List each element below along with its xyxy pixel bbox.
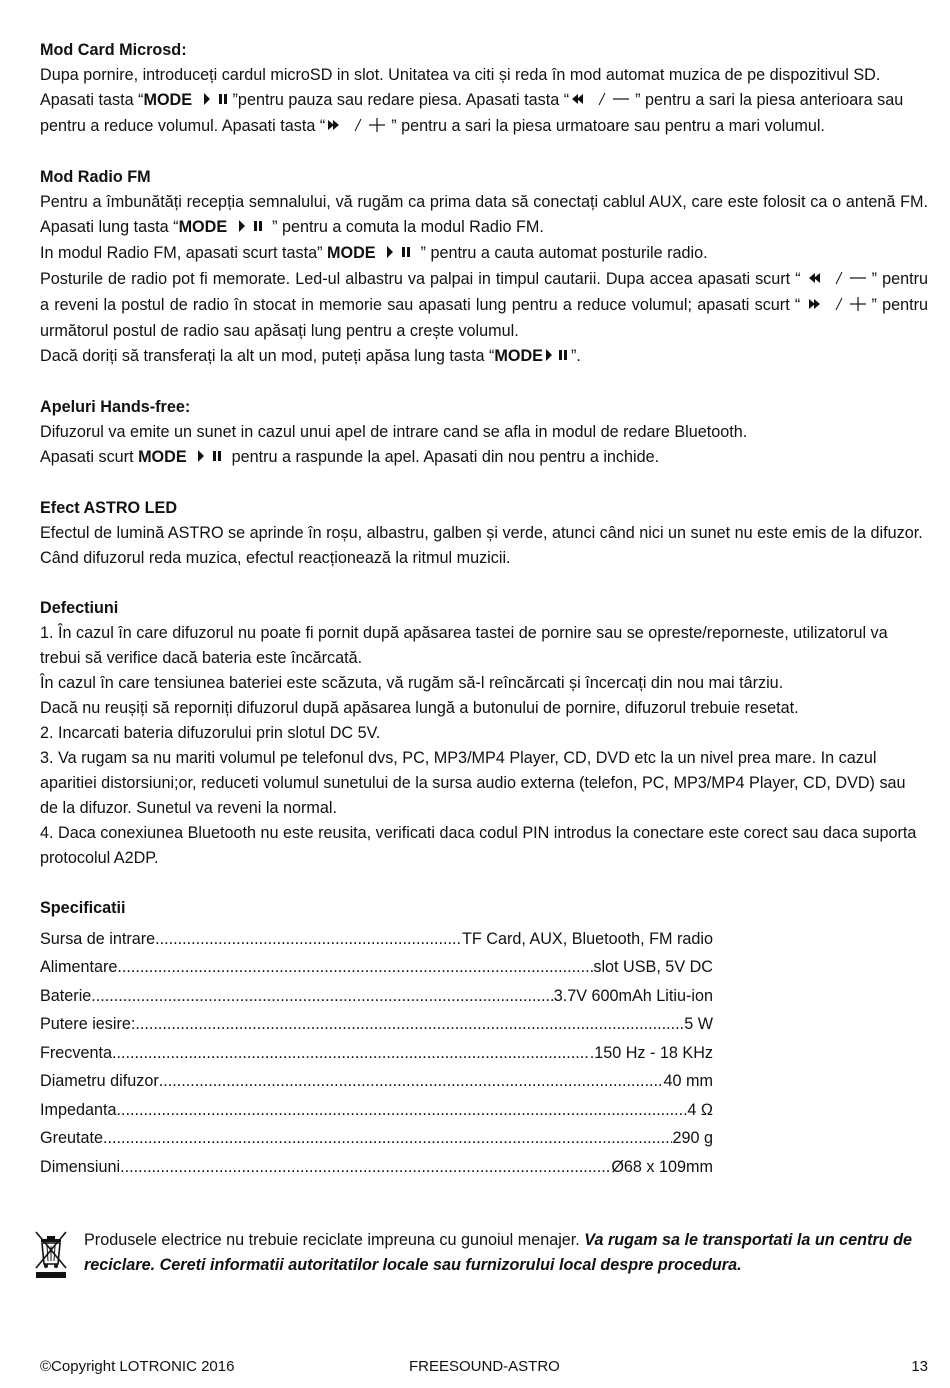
paragraph: Dacă doriți să transferați la alt un mod, puteți apăsa lung tasta “MODE ”. (40, 344, 928, 370)
list-item: 1. În cazul în care difuzorul nu poate fi pornit după apăsarea tastei de pornire sau se opreste/reporneste, utilizatorul va trebui să verifice dacă bateria este încărcată. (40, 624, 888, 667)
list-item: 2. Incarcati bateria difuzorului prin slotul DC 5V. (40, 724, 381, 742)
section-title: Mod Radio FM (40, 168, 151, 186)
dot-leader (91, 985, 553, 1007)
dot-leader (155, 928, 462, 950)
play-pause-icon (232, 216, 268, 241)
section-handsfree (40, 395, 928, 471)
spec-row (40, 1035, 713, 1064)
spec-label: Impedanta (40, 1100, 117, 1119)
footer-copyright: ©Copyright LOTRONIC 2016 (40, 1358, 235, 1375)
paragraph: Difuzorul va emite un sunet in cazul unui apel de intrare cand se afla in modul de redare Bluetooth. (40, 423, 748, 441)
paragraph: Efectul de lumină ASTRO se aprinde în roșu, albastru, galben și verde, atunci când nici un sunet nu este emis de la difuzor. Când difuzorul reda muzica, efectul reacționează la ritmul muzicii. (40, 524, 923, 567)
dot-leader (135, 1013, 684, 1035)
spec-value: 40 mm (663, 1072, 713, 1090)
mode-label: MODE (178, 218, 228, 236)
page-footer (40, 1358, 928, 1380)
mode-label: MODE (138, 448, 187, 466)
footer-model: FREESOUND-ASTRO (409, 1358, 560, 1375)
spec-label: Sursa de intrare (40, 929, 156, 948)
forward-plus-icon (806, 294, 872, 319)
rewind-minus-icon (806, 268, 872, 293)
dot-leader (103, 1127, 672, 1149)
recycle-notice: Produsele electrice nu trebuie reciclate impreuna cu gunoiul menajer. Va rugam sa le transportati la un centru de reciclare. Cereti informatii autoritatilor locale sau furnizorului local despre procedura. (84, 1231, 913, 1274)
dot-leader (117, 1099, 688, 1121)
mode-label: MODE (327, 244, 376, 262)
rewind-minus-icon (569, 89, 635, 114)
spec-row (40, 978, 713, 1007)
spec-label: Greutate (40, 1129, 103, 1147)
list-item: 3. Va rugam sa nu mariti volumul pe telefonul dvs, PC, MP3/MP4 Player, CD, DVD etc la un nivel prea mare. In cazul aparitiei distorsiuni;or, reduceti volumul sunetului de la sursa audio externa (telefon, PC, MP3/MP4 Player, CD, DVD) sau de la difuzor. Sunetul va reveni la normal. (40, 749, 906, 817)
spec-value: 290 g (672, 1129, 713, 1147)
spec-value: Ø68 x 109mm (611, 1157, 713, 1176)
paragraph: Apasati scurt MODE pentru a raspunde la apel. Apasati din nou pentru a inchide. (40, 445, 928, 471)
spec-table (40, 921, 713, 1178)
section-specifications (40, 896, 928, 1178)
spec-label: Diametru difuzor (40, 1072, 159, 1090)
spec-row (40, 1007, 713, 1036)
section-title: Apeluri Hands-free: (40, 398, 191, 416)
spec-label: Frecventa (40, 1043, 112, 1062)
spec-value: 4 Ω (687, 1100, 713, 1119)
paragraph: Posturile de radio pot fi memorate. Led-ul albastru va palpai in timpul cautarii. Dupa accea apasati scurt “ ” pentru a reveni la postul de radio în stocat in memorie sau apasati lung pentru a reduce volumul; apasati scurt “ ” pentru următorul postul de radio sau apăsați lung pentru a crește volumul. (40, 270, 928, 340)
mode-label: MODE (494, 347, 543, 365)
spec-row (40, 1092, 713, 1121)
section-astro-led (40, 496, 928, 571)
spec-label: Baterie (40, 986, 92, 1005)
spec-row (40, 1064, 713, 1093)
page-number: 13 (911, 1358, 928, 1375)
section-card-mode (40, 38, 928, 140)
section-title: Specificatii (40, 899, 126, 917)
spec-value: TF Card, AUX, Bluetooth, FM radio (461, 929, 713, 948)
section-radio-mode (40, 165, 928, 370)
spec-row (40, 1121, 713, 1150)
spec-value: slot USB, 5V DC (593, 958, 713, 976)
play-pause-icon (543, 345, 571, 370)
spec-label: Dimensiuni (40, 1157, 121, 1176)
manual-page (40, 38, 928, 1178)
dot-leader (120, 1156, 611, 1178)
spec-value: 3.7V 600mAh Litiu-ion (553, 986, 713, 1005)
dot-leader (117, 956, 593, 978)
mode-label: MODE (143, 91, 193, 109)
spec-label: Alimentare (40, 958, 118, 976)
spec-row (40, 1149, 713, 1178)
spec-value: .150 Hz - 18 KHz (589, 1043, 713, 1062)
recycle-emphasis: Va rugam sa le transportati la un centru de reciclare. Cereti informatii autoritatilor locale sau furnizorului local despre procedura. (84, 1231, 913, 1274)
paragraph: Pentru a îmbunătăți recepția semnalului, vă rugăm ca prima data să conectați cablul AUX, care este folosit ca o antenă FM. Apasati lung tasta “MODE ” pentru a comuta la modul Radio FM. (40, 190, 928, 241)
forward-plus-icon (325, 115, 391, 140)
list-item: Dacă nu reușiți să reporniți difuzorul după apăsarea lungă a butonului de pornire, difuzorul trebuie resetat. (40, 699, 799, 717)
section-title: Mod Card Microsd: (40, 41, 187, 59)
section-defects (40, 596, 928, 871)
play-pause-icon (197, 89, 233, 114)
play-pause-icon (380, 242, 416, 267)
dot-leader (159, 1070, 664, 1092)
list-item: 4. Daca conexiunea Bluetooth nu este reusita, verificati daca codul PIN introdus la conectare este corect sau daca suporta protocolul A2DP. (40, 824, 917, 867)
play-pause-icon (191, 446, 227, 471)
spec-value: 5 W (684, 1015, 713, 1033)
section-title: Defectiuni (40, 599, 119, 617)
paragraph: Dupa pornire, introduceți cardul microSD in slot. Unitatea va citi și reda în mod automat muzica de pe dispozitivul SD. Apasati tasta “MODE ”pentru pauza sau redare piesa. Apasati tasta “ ” pentru a sari la piesa anterioara sau pentru a reduce volumul. Apasati tasta “ ” pentru a sari la piesa urmatoare sau pentru a mari volumul. (40, 63, 928, 140)
section-title: Efect ASTRO LED (40, 499, 178, 517)
spec-label: Putere iesire: (40, 1015, 136, 1033)
paragraph: In modul Radio FM, apasati scurt tasta” MODE ” pentru a cauta automat posturile radio. (40, 241, 928, 267)
list-item: În cazul în care tensiunea bateriei este scăzuta, vă rugăm să-l reîncărcati și încercați din nou mai târziu. (40, 674, 784, 692)
spec-row (40, 921, 713, 950)
crossed-bin-icon (32, 1228, 70, 1280)
spec-row (40, 950, 713, 979)
dot-leader (112, 1042, 590, 1064)
